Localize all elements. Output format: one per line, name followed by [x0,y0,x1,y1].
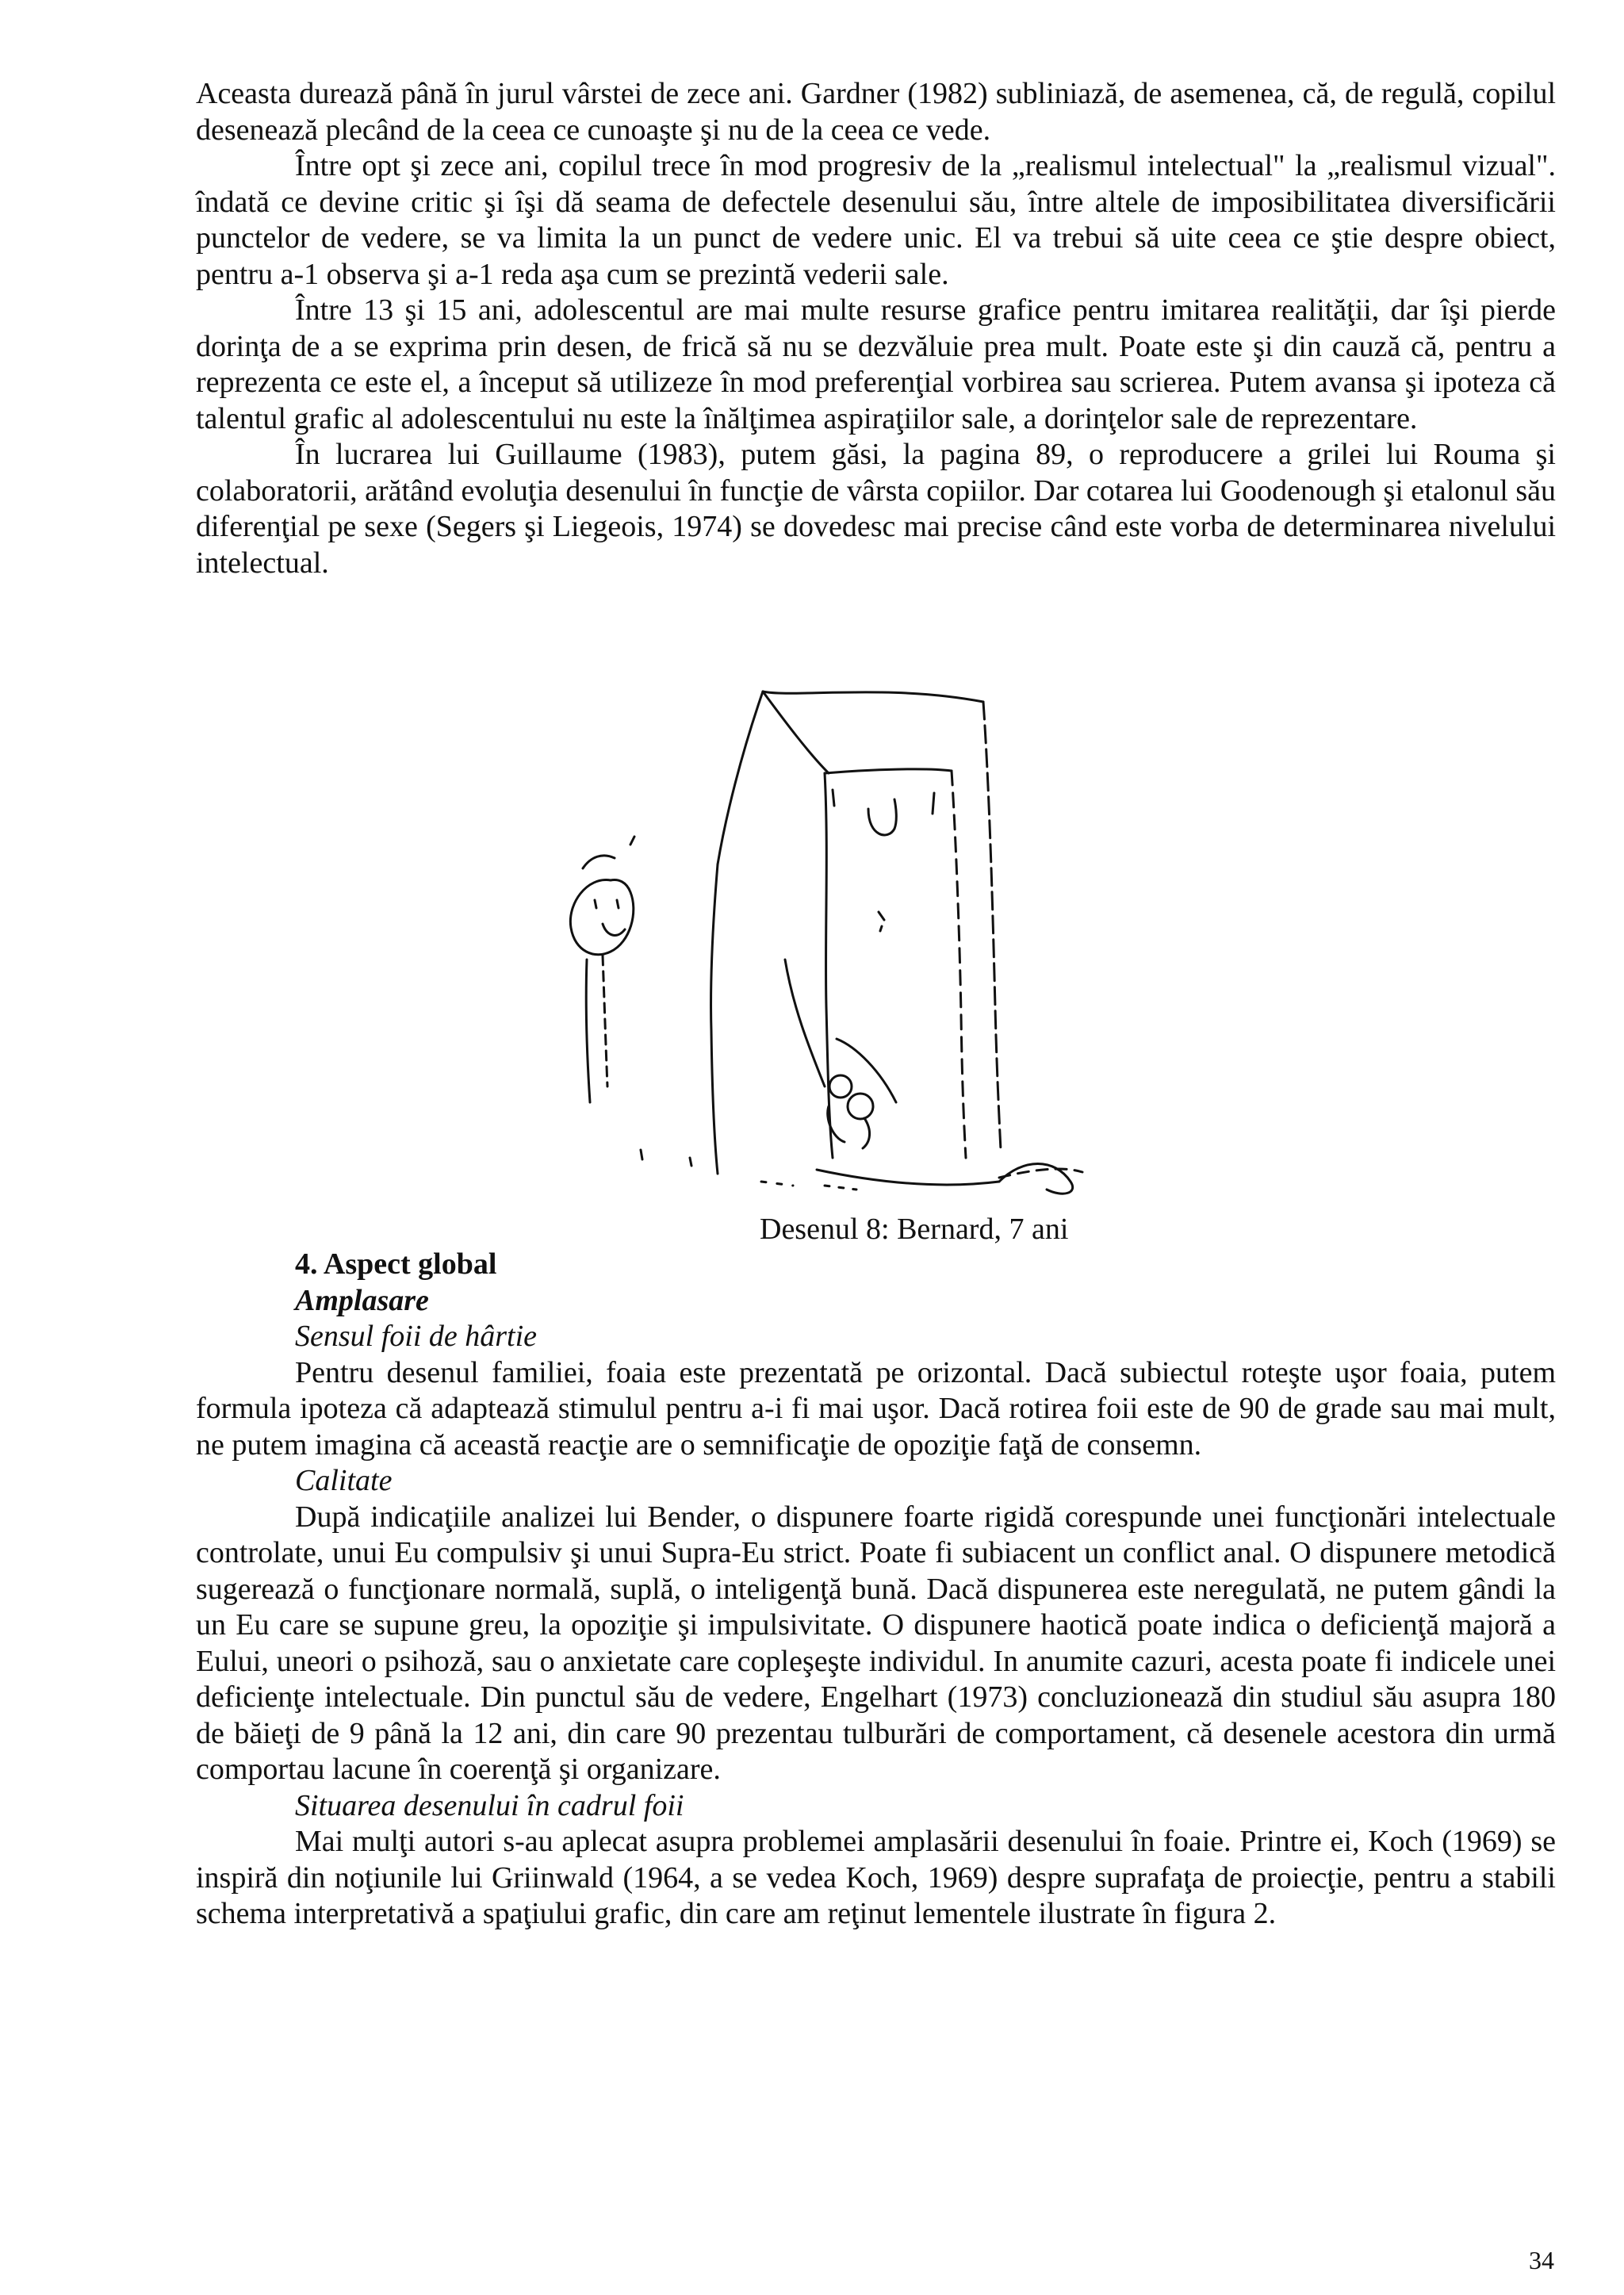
paragraph-2: Între opt şi zece ani, copilul trece în mod progresiv de la „realismul intelectual" la „realismul vizual". îndată ce devine critic şi îşi dă seama de defectele desenului său, între altele de imposibilitatea diversificării punctelor de vedere, se va limita la un punct de vedere unic. El va trebui să uite ceea ce ştie despre obiect, pentru a-1 observa şi a-1 reda aşa cum se prezintă vederii sale. [196,149,1556,291]
section-paragraph-3: Mai mulţi autori s-au aplecat asupra problemei amplasării desenului în foaie. Printre ei, Koch (1969) se inspiră din noţiunile lui Griinwald (1964, a se vedea Koch, 1969) despre suprafaţa de proiecţie, pentru a stabili schema interpretativă a spaţiului grafic, din care am reţinut lementele ilustrate în figura 2. [196,1825,1556,1930]
topic-heading-1: Sensul foii de hârtie [295,1320,538,1353]
section-heading: 4. Aspect global [295,1247,497,1281]
topic-heading-2: Calitate [295,1464,393,1497]
section-aspect-global [196,1247,1556,1933]
section-paragraph-1: Pentru desenul familiei, foaia este prezentată pe orizontal. Dacă subiectul roteşte uşor foaia, putem formula ipoteza că adaptează stimulul pentru a-i fi mai uşor. Dacă rotirea foii este de 90 de grade sau mai mult, ne putem imagina că această reacţie are o semnificaţie de opoziţie faţă de consemn. [196,1355,1556,1462]
paragraph-3: Între 13 şi 15 ani, adolescentul are mai multe resurse grafice pentru imitarea realităţii, dar îşi pierde dorinţa de a se exprima prin desen, de frică să nu se dezvăluie prea mult. Poate este şi din cauză că, pentru a reprezenta ce este el, a început să utilizeze în mod preferenţial vorbirea sau scrierea. Putem avansa şi ipoteza că talentul grafic al adolescentului nu este la înălţimea aspiraţiilor sale, a dorinţelor sale de reprezentare. [196,293,1556,435]
section-subheading: Amplasare [295,1283,429,1317]
child-drawing-figure [555,674,1158,1213]
topic-heading-3: Situarea desenului în cadrul foii [295,1788,684,1822]
section-paragraph-2: După indicaţiile analizei lui Bender, o dispunere foarte rigidă corespunde unei funcţionări intelectuale controlate, unui Eu compulsiv şi unui Supra-Eu strict. Poate fi subiacent un conflict anal. O dispunere metodică sugerează o funcţionare normală, suplă, o inteligenţă bună. Dacă dispunerea este neregulată, ne putem gândi la un Eu care se supune greu, la opoziţie şi impulsivitate. O dispunere haotică poate indica o deficienţă majoră a Eului, uneori o psihoză, sau o anxietate care copleşeşte individul. In anumite cazuri, acesta poate fi indicele unei deficienţe intelectuale. Din punctul său de vedere, Engelhart (1973) concluzionează din studiul său asupra 180 de băieţi de 9 până la 12 ani, din care 90 prezentau tulburări de comportament, că desenele acestora din urmă comportau lacune în coerenţă şi organizare. [196,1500,1556,1786]
figure-caption: Desenul 8: Bernard, 7 ani [760,1213,1069,1246]
text-block-top [196,76,1556,581]
page-number: 34 [1529,2246,1554,2274]
paragraph-4: În lucrarea lui Guillaume (1983), putem găsi, la pagina 89, o reproducere a grilei lui Rouma şi colaboratorii, arătând evoluţia desenului în funcţie de vârsta copiilor. Dar cotarea lui Goodenough şi etalonul său diferenţial pe sexe (Segers şi Liegeois, 1974) se dovedesc mai precise când este vorba de determinarea nivelului intelectual. [196,438,1556,580]
paragraph-1: Aceasta durează până în jurul vârstei de zece ani. Gardner (1982) subliniază, de asemenea, că, de regulă, copilul desenează plecând de la ceea ce cunoaşte şi nu de la ceea ce vede. [196,77,1556,147]
child-drawing-illustration [555,674,1158,1213]
